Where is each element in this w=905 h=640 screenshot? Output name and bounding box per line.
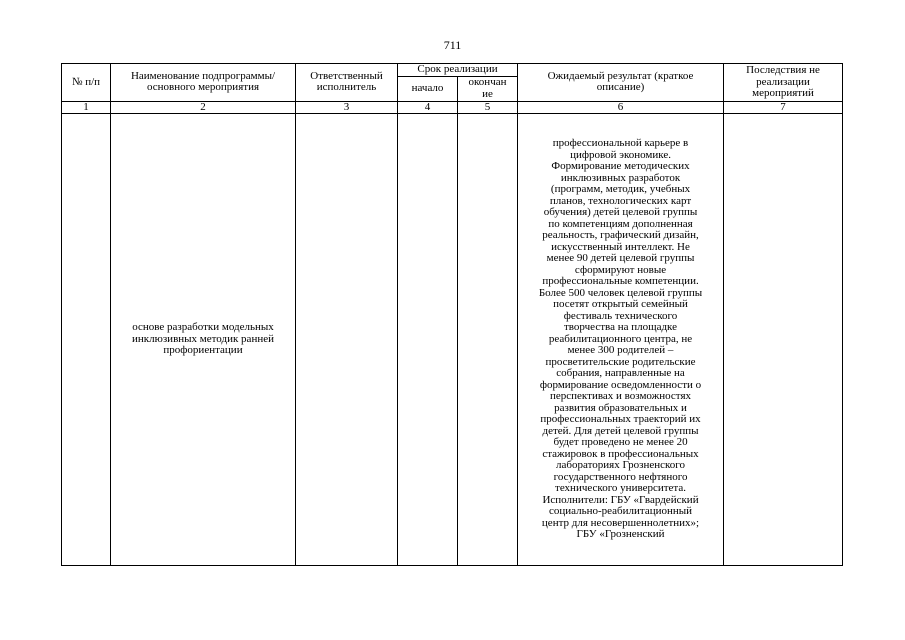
column-number: 7 [724, 101, 843, 114]
cell-start [398, 114, 458, 566]
column-number: 1 [62, 101, 111, 114]
cell-end [458, 114, 518, 566]
cell-result: профессиональной карьере в цифровой экономике. Формирование методических инклюзивных разработок (программ, методик, учебных планов, технологических карт обучения) детей целевой группы по компетенциям дополненная реальность, графический дизайн, искусственный интеллект. Не менее 90 детей целевой группы сформируют новые профессиональные компетенции. Более 500 человек целевой группы посетят открытый семейный фестиваль технического творчества на площадке реабилитационного центра, не менее 300 родителей – просветительские родительские собрания, направленные на формирование осведомленности о перспективах и возможностях развития образовательных и профессиональных траекторий их детей. Для детей целевой группы будет проведено не менее 20 стажировок в профессиональных лабораториях Грозненского государственного нефтяного технического университета. Исполнители: ГБУ «Гвардейский социально-реабилитационный центр для несовершеннолетних»; ГБУ «Грозненский [518, 114, 724, 566]
header-executor: Ответственный исполнитель [296, 64, 398, 102]
column-number: 2 [111, 101, 296, 114]
column-number: 5 [458, 101, 518, 114]
column-number: 6 [518, 101, 724, 114]
cell-consequences [724, 114, 843, 566]
column-number: 4 [398, 101, 458, 114]
header-end: окончан ие [458, 76, 518, 101]
header-result: Ожидаемый результат (краткое описание) [518, 64, 724, 102]
header-period: Срок реализации [398, 64, 518, 77]
measures-table [61, 63, 843, 566]
column-number: 3 [296, 101, 398, 114]
cell-executor [296, 114, 398, 566]
header-num: № п/п [62, 64, 111, 102]
page-number: 711 [443, 38, 462, 52]
header-name: Наименование подпрограммы/ основного мероприятия [111, 64, 296, 102]
table-row [62, 114, 843, 566]
cell-name: основе разработки модельных инклюзивных методик ранней профориентации [111, 114, 296, 566]
header-start: начало [398, 76, 458, 101]
cell-num [62, 114, 111, 566]
header-consequences: Последствия не реализации мероприятий [724, 64, 843, 102]
